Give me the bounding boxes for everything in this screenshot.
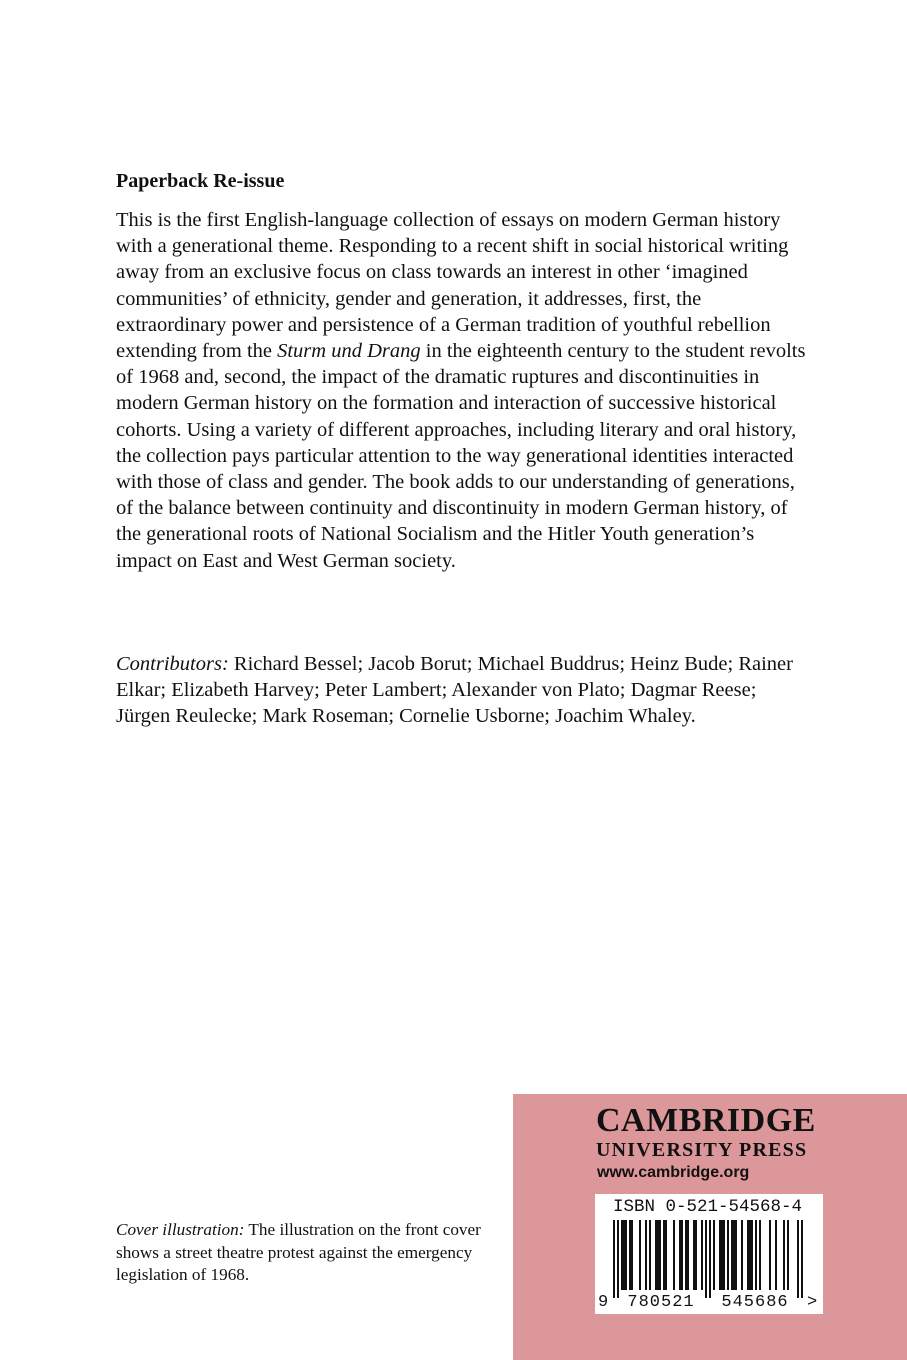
contributors-list bbox=[116, 651, 806, 730]
barcode-arrow: > bbox=[807, 1293, 818, 1312]
barcode-bar bbox=[649, 1220, 651, 1290]
barcode-bar bbox=[713, 1220, 715, 1290]
barcode-bar bbox=[723, 1220, 725, 1290]
cover-illustration-note bbox=[116, 1219, 502, 1287]
barcode-bar bbox=[655, 1220, 657, 1290]
description-italic-title: Sturm und Drang bbox=[277, 340, 421, 363]
barcode-bar bbox=[783, 1220, 785, 1290]
barcode-bar bbox=[631, 1220, 633, 1290]
barcode-bar bbox=[731, 1220, 733, 1290]
barcode-bar bbox=[695, 1220, 697, 1290]
barcode-bar bbox=[621, 1220, 623, 1290]
barcode-bar bbox=[709, 1220, 711, 1298]
description-part-1: This is the first English-language collection of essays on modern German history with a generational theme. Responding to a recent shift in social historical writing away from an exclusive focus on class towards an interest in other ‘imagined communities’ of ethnicity, gender and generation, it addresses, first, the extraordinary power and persistence of a German tradition of youthful rebellion extending from the bbox=[116, 209, 789, 363]
barcode-bar bbox=[705, 1220, 707, 1298]
barcode-bar bbox=[663, 1220, 665, 1290]
barcode-bar bbox=[645, 1220, 647, 1290]
barcode-bar bbox=[623, 1220, 625, 1290]
barcode-bar bbox=[769, 1220, 771, 1290]
barcode-bar bbox=[727, 1220, 729, 1290]
barcode-bar bbox=[797, 1220, 799, 1298]
cover-illustration-label: Cover illustration: bbox=[116, 1220, 245, 1239]
barcode-right-digits: 545686 bbox=[721, 1293, 789, 1312]
isbn-number: ISBN 0-521-54568-4 bbox=[613, 1197, 803, 1217]
barcode-bar bbox=[659, 1220, 661, 1290]
barcode-left-digits: 780521 bbox=[627, 1293, 695, 1312]
barcode-bar bbox=[639, 1220, 641, 1290]
barcode-bar bbox=[617, 1220, 619, 1298]
barcode-bar bbox=[787, 1220, 789, 1290]
barcode-bar bbox=[685, 1220, 687, 1290]
barcode-bar bbox=[749, 1220, 751, 1290]
reissue-heading: Paperback Re-issue bbox=[116, 170, 285, 192]
publisher-url: www.cambridge.org bbox=[597, 1164, 750, 1181]
barcode-bar bbox=[681, 1220, 683, 1290]
barcode-bar bbox=[747, 1220, 749, 1290]
barcode-bar bbox=[759, 1220, 761, 1290]
contributors-names: Richard Bessel; Jacob Borut; Michael Buddrus; Heinz Bude; Rainer Elkar; Elizabeth Harvey; Peter Lambert; Alexander von Plato; Dagmar Reese; Jürgen Reulecke; Mark Roseman; Cornelie Usborne; Joachim Whaley. bbox=[116, 653, 793, 728]
barcode-bar bbox=[735, 1220, 737, 1290]
barcode-bar bbox=[701, 1220, 703, 1290]
barcode-first-digit: 9 bbox=[598, 1293, 609, 1312]
cover-illustration-text: The illustration on the front cover shows a street theatre protest against the emergency legislation of 1968. bbox=[116, 1220, 481, 1284]
contributors-label: Contributors: bbox=[116, 653, 229, 675]
barcode-bar bbox=[801, 1220, 803, 1298]
barcode-bar bbox=[613, 1220, 615, 1298]
barcode-bar bbox=[665, 1220, 667, 1290]
barcode-bar bbox=[629, 1220, 631, 1290]
barcode-bar bbox=[733, 1220, 735, 1290]
description-part-2: in the eighteenth century to the student revolts of 1968 and, second, the impact of the dramatic ruptures and discontinuities in modern German history on the formation and interaction of successive historical cohorts. Using a variety of different approaches, including literary and oral history, the collection pays particular attention to the way generational identities interacted with those of class and gender. The book adds to our understanding of generations, of the balance between continuity and discontinuity in modern German history, of the generational roots of National Socialism and the Hitler Youth generation’s impact on East and West German society. bbox=[116, 340, 806, 572]
isbn-barcode bbox=[595, 1194, 823, 1314]
barcode-bar bbox=[673, 1220, 675, 1290]
barcode-bars bbox=[613, 1220, 803, 1298]
publisher-name: CAMBRIDGE bbox=[596, 1102, 816, 1139]
barcode-bar bbox=[751, 1220, 753, 1290]
barcode-bar bbox=[679, 1220, 681, 1290]
barcode-bar bbox=[721, 1220, 723, 1290]
barcode-bar bbox=[625, 1220, 627, 1290]
barcode-bar bbox=[657, 1220, 659, 1290]
barcode-bar bbox=[741, 1220, 743, 1290]
barcode-bar bbox=[693, 1220, 695, 1290]
barcode-bar bbox=[687, 1220, 689, 1290]
publisher-panel bbox=[513, 1094, 907, 1360]
barcode-bar bbox=[719, 1220, 721, 1290]
publisher-subtitle: UNIVERSITY PRESS bbox=[596, 1139, 808, 1161]
barcode-bar bbox=[775, 1220, 777, 1290]
barcode-bar bbox=[755, 1220, 757, 1290]
book-description bbox=[116, 207, 806, 574]
